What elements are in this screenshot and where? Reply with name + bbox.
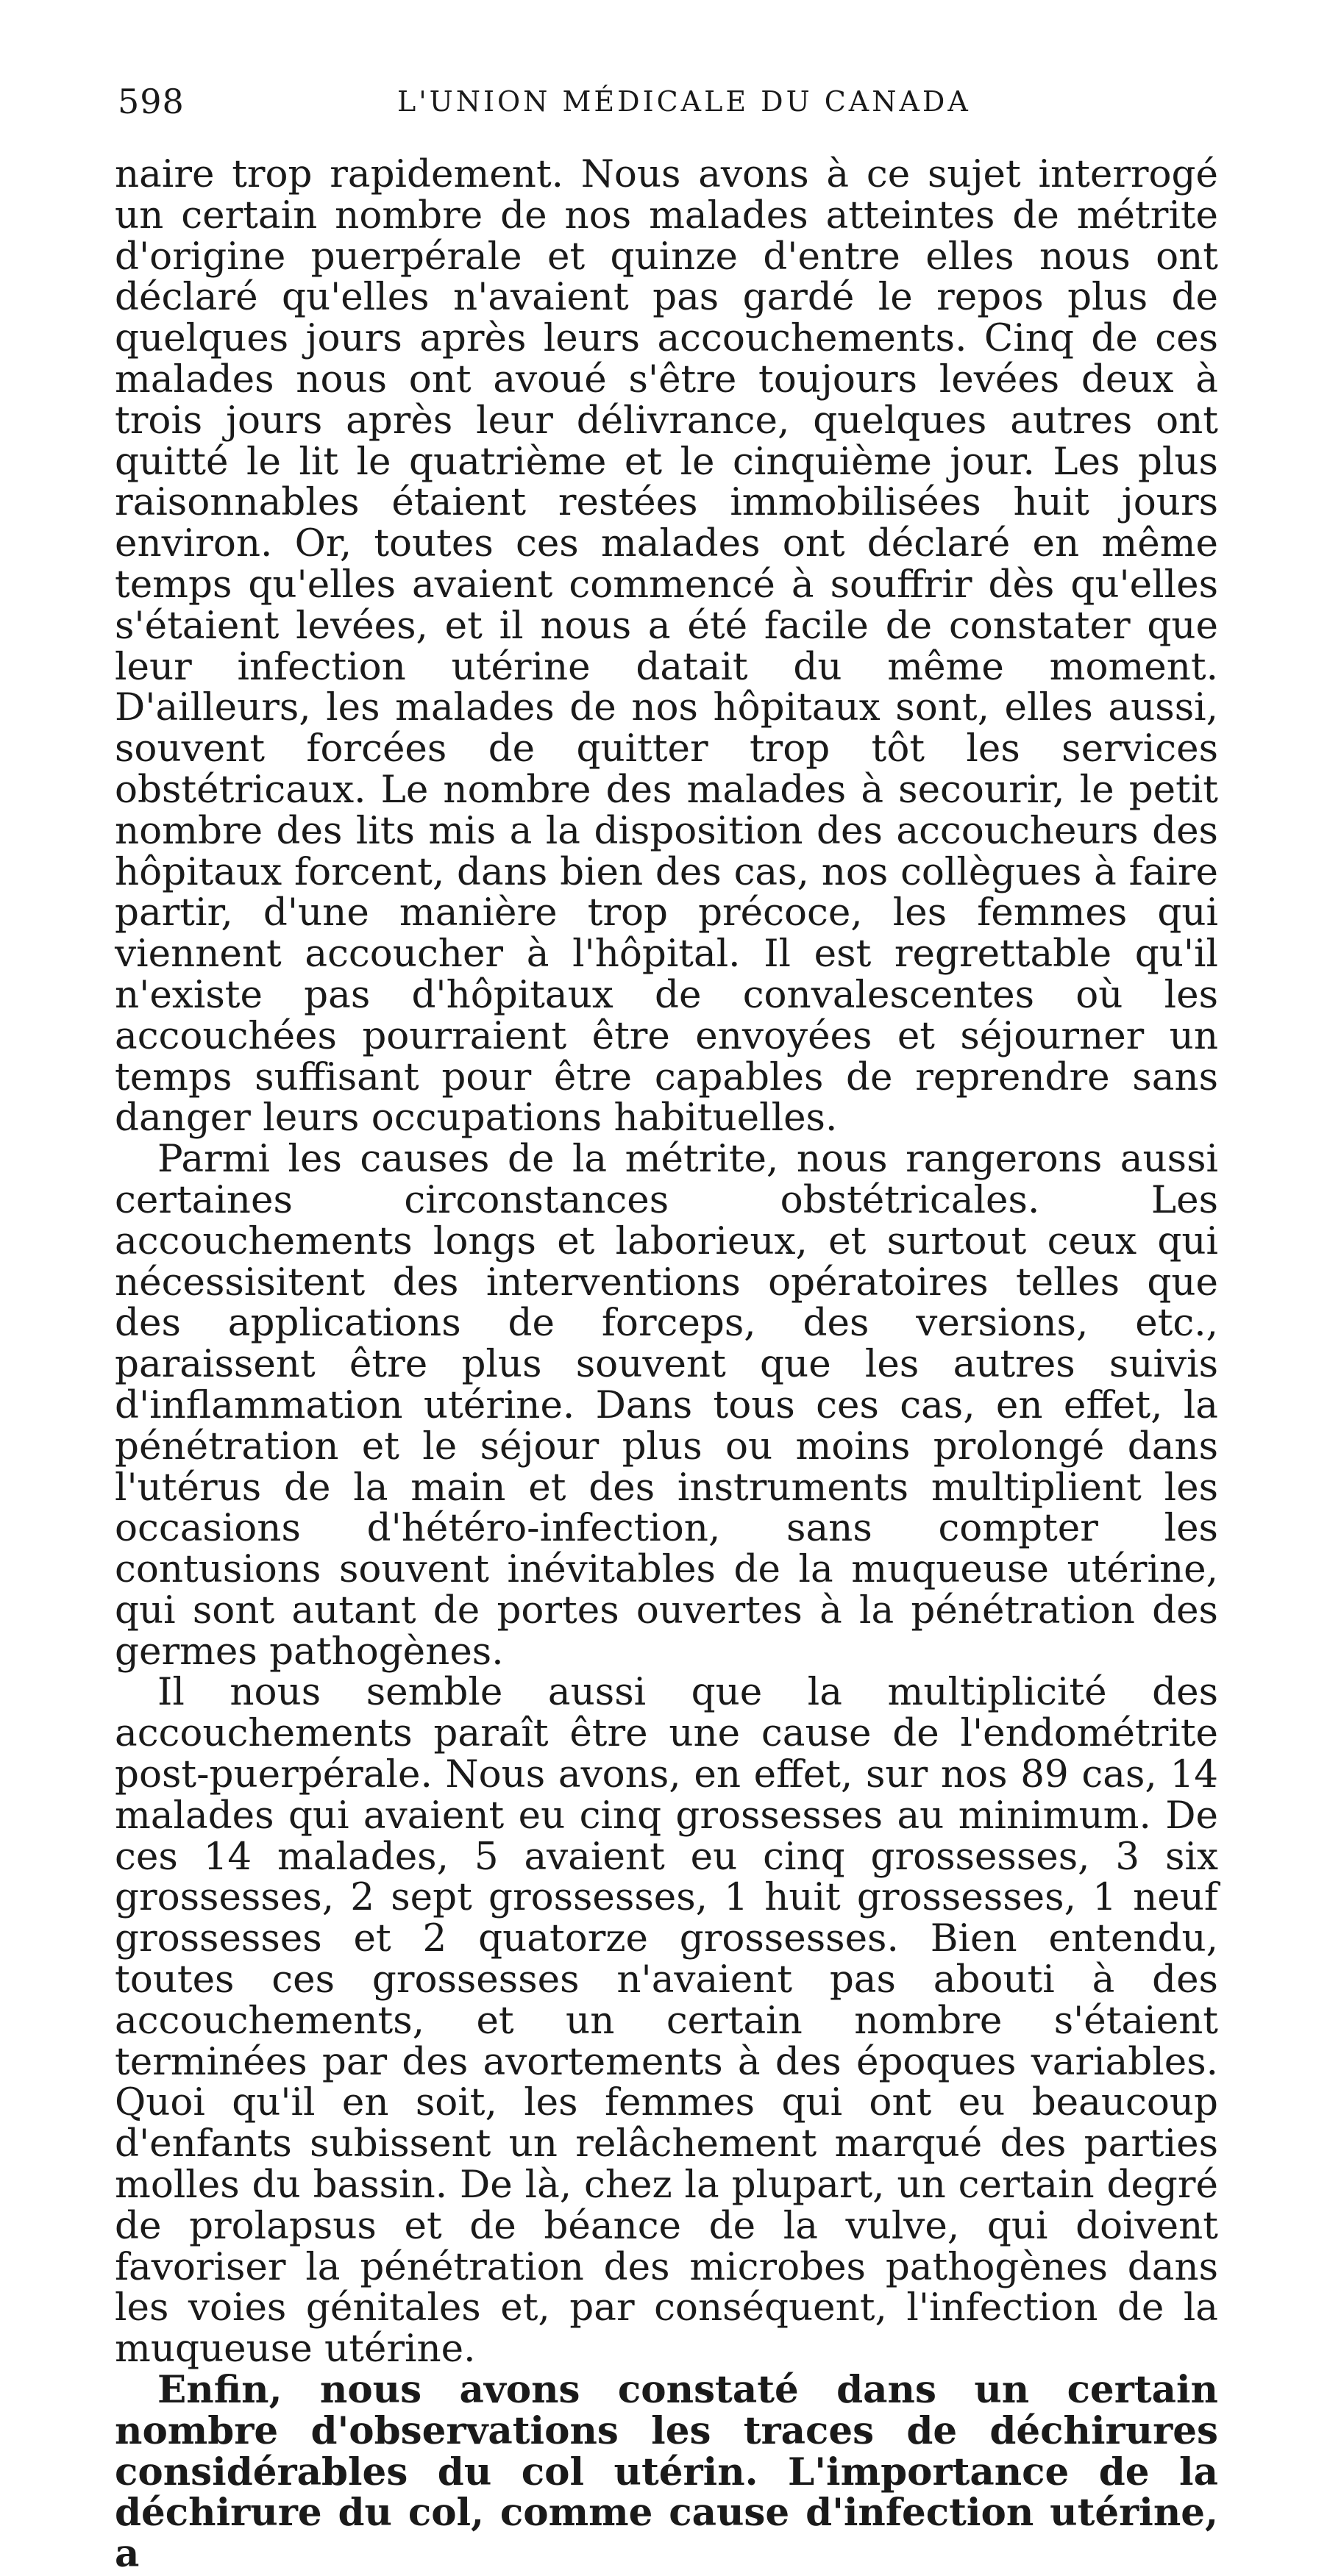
paragraph-obstetric-causes: Parmi les causes de la métrite, nous rangerons aussi certaines circonstances obstétricales. Les accouchements longs et laborieux, et surtout ceux qui nécessisitent des interventions opératoires telles que des applications de forceps, des versions, etc., paraissent être plus souvent que les autres suivis d'inflammation utérine. Dans tous ces cas, en effet, la pénétration et le séjour plus ou moins prolongé dans l'utérus de la main et des instruments multiplient les occasions d'hétéro-infection, sans compter les contusions souvent inévitables de la muqueuse utérine, qui sont autant de portes ouvertes à la pénétration des germes pathogènes. <box>115 1137 1218 1674</box>
body-text <box>115 154 1218 2575</box>
running-head <box>118 79 1221 124</box>
paragraph-continued: naire trop rapidement. Nous avons à ce sujet interrogé un certain nombre de nos malades atteintes de métrite d'origine puerpérale et quinze d'entre elles nous ont déclaré qu'elles n'avaient pas gardé le repos plus de quelques jours après leurs accouchements. Cinq de ces malades nous ont avoué s'être toujours levées deux à trois jours après leur délivrance, quelques autres ont quitté le lit le quatrième et le cinquième jour. Les plus raisonnables étaient restées immobilisées huit jours environ. Or, toutes ces malades ont déclaré en même temps qu'elles avaient commencé à souffrir dès qu'elles s'étaient levées, et il nous a été facile de constater que leur infection utérine datait du même moment. D'ailleurs, les malades de nos hôpitaux sont, elles aussi, souvent forcées de quitter trop tôt les services obstétricaux. Le nombre des malades à secourir, le petit nombre des lits mis a la disposition des accoucheurs des hôpitaux forcent, dans bien des cas, nos collègues à faire partir, d'une manière trop précoce, les femmes qui viennent accoucher à l'hôpital. Il est regrettable qu'il n'existe pas d'hôpitaux de convalescentes où les accouchées pourraient être envoyées et séjourner un temps suffisant pour être capables de reprendre sans danger leurs occupations habituelles. <box>115 152 1218 1141</box>
journal-title: L'UNION MÉDICALE DU CANADA <box>397 85 971 118</box>
paragraph-multiple-pregnancies: Il nous semble aussi que la multiplicité des accouchements paraît être une cause de l'endométrite post-puerpérale. Nous avons, en effet, sur nos 89 cas, 14 malades qui avaient eu cinq grossesses au minimum. De ces 14 malades, 5 avaient eu cinq grossesses, 3 six grossesses, 2 sept grossesses, 1 huit grossesses, 1 neuf grossesses et 2 quatorze grossesses. Bien entendu, toutes ces grossesses n'avaient pas abouti à des accouchements, et un certain nombre s'étaient terminées par des avortements à des époques variables. Quoi qu'il en soit, les femmes qui ont eu beaucoup d'enfants subissent un relâchement marqué des parties molles du bassin. De là, chez la plupart, un certain degré de prolapsus et de béance de la vulve, qui doivent favoriser la pénétration des microbes pathogènes dans les voies génitales et, par conséquent, l'infection de la muqueuse utérine. <box>115 1670 1218 2372</box>
paragraph-cervical-tears: Enfin, nous avons constaté dans un certain nombre d'observations les traces de déchirures considérables du col utérin. L'importance de la déchirure du col, comme cause d'infection utérine, a <box>115 2368 1218 2576</box>
page-number: 598 <box>118 82 185 121</box>
